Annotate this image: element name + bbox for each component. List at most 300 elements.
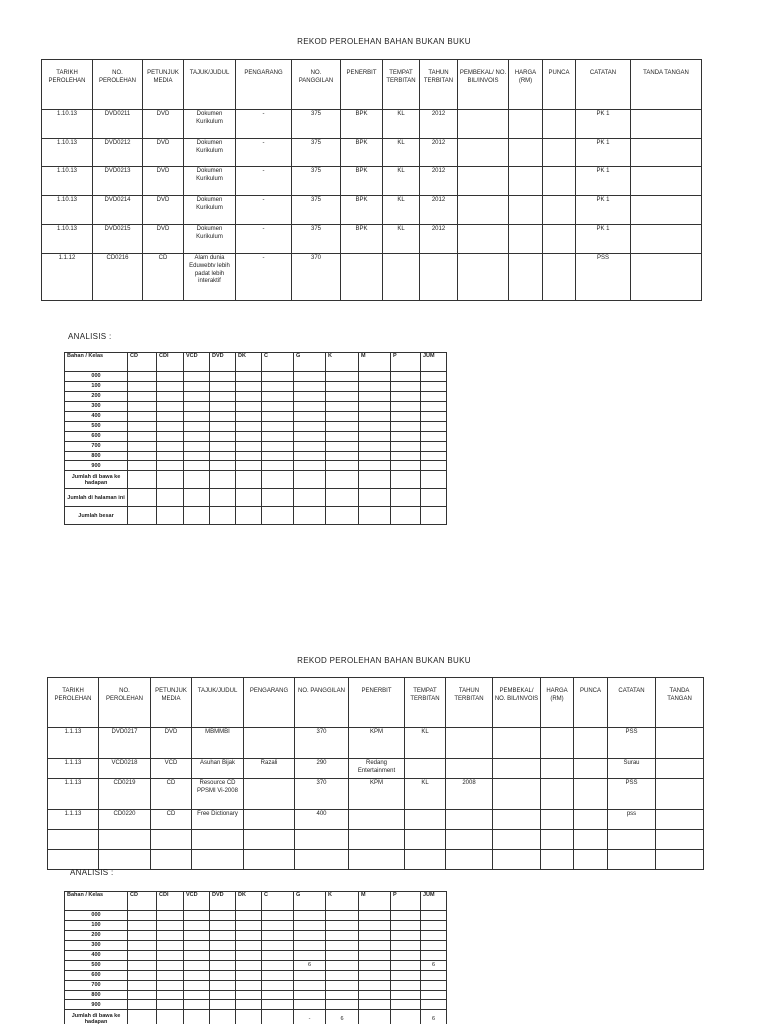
analysis-cell: [421, 920, 447, 930]
analysis-cell: [359, 920, 391, 930]
analysis-cell: [391, 441, 421, 451]
analysis-cell: [359, 950, 391, 960]
analysis-cell: [421, 1000, 447, 1010]
table-cell: Surau: [608, 759, 656, 779]
analysis-cell: [421, 911, 447, 921]
analysis-cell: [157, 431, 184, 441]
analysis-cell: [128, 950, 157, 960]
analysis-cell: [294, 411, 326, 421]
table-cell: [493, 810, 541, 830]
table-cell: 375: [292, 196, 341, 225]
analysis-row-label: 700: [65, 441, 128, 451]
analysis-cell: [294, 1000, 326, 1010]
analysis-cell: [359, 441, 391, 451]
analysis-cell: [391, 1010, 421, 1024]
analysis-cell: [128, 960, 157, 970]
table-cell: [458, 196, 509, 225]
column-header: CATATAN: [576, 60, 631, 110]
table-cell: CD: [151, 779, 192, 810]
analysis-row-label: Jumlah besar: [65, 507, 128, 525]
column-header: TAHUN TERBITAN: [420, 60, 458, 110]
table-cell: KL: [405, 779, 446, 810]
analysis-cell: [359, 930, 391, 940]
table-cell: [458, 225, 509, 254]
analysis-row-label: 700: [65, 980, 128, 990]
table-row: [48, 850, 704, 870]
table-cell: 375: [292, 110, 341, 139]
table-cell: KL: [383, 139, 420, 167]
analysis-cell: [210, 990, 236, 1000]
analysis-cell: [391, 411, 421, 421]
analysis-cell: [391, 990, 421, 1000]
analysis-cell: [359, 372, 391, 382]
analysis-row-label: 400: [65, 950, 128, 960]
analysis-cell: [210, 970, 236, 980]
analysis-cell: [391, 489, 421, 507]
column-header: TEMPAT TERBITAN: [405, 678, 446, 728]
analysis-cell: [184, 411, 210, 421]
table-cell: [405, 759, 446, 779]
table-cell: DVD0211: [93, 110, 143, 139]
table-cell: [631, 254, 702, 301]
analysis-column-header: Bahan / Kelas: [65, 353, 128, 372]
analysis-cell: [236, 372, 262, 382]
analysis-cell: [262, 980, 294, 990]
analysis-row-label: 800: [65, 990, 128, 1000]
table-cell: 2012: [420, 139, 458, 167]
table-cell: MBMMBI: [192, 728, 244, 759]
analysis-cell: [262, 970, 294, 980]
column-header: PEMBEKAL/ NO. BIL/INVOIS: [458, 60, 509, 110]
table-cell: [405, 850, 446, 870]
analysis-cell: [184, 507, 210, 525]
column-header: NO. PANGGILAN: [295, 678, 349, 728]
table-cell: [493, 779, 541, 810]
table-cell: [244, 728, 295, 759]
table-cell: PSS: [608, 728, 656, 759]
analysis-row: [65, 441, 447, 451]
analysis-cell: [262, 391, 294, 401]
analysis-cell: [326, 489, 359, 507]
table-cell: [295, 830, 349, 850]
analysis-cell: [262, 1010, 294, 1024]
analysis-cell: [326, 940, 359, 950]
table-cell: VCD0218: [99, 759, 151, 779]
table-cell: Dokumen Kurikulum: [184, 110, 236, 139]
analysis-cell: [184, 970, 210, 980]
analysis-cell: [421, 471, 447, 489]
table-cell: [420, 254, 458, 301]
analysis-cell: [236, 421, 262, 431]
analysis-column-header: CD: [128, 892, 157, 911]
analysis-cell: [262, 381, 294, 391]
analysis-cell: [210, 911, 236, 921]
analysis-cell: [210, 372, 236, 382]
table-cell: [543, 139, 576, 167]
analysis-cell: [210, 920, 236, 930]
analysis-column-header: CDI: [157, 892, 184, 911]
analysis-cell: [210, 489, 236, 507]
analysis-cell: 6: [421, 960, 447, 970]
analysis-row: [65, 372, 447, 382]
table-cell: PSS: [576, 254, 631, 301]
table-cell: [574, 850, 608, 870]
table-cell: [543, 110, 576, 139]
analysis-cell: [262, 930, 294, 940]
table-cell: PSS: [608, 779, 656, 810]
column-header: HARGA (RM): [509, 60, 543, 110]
analysis-cell: [326, 391, 359, 401]
analysis-cell: [184, 1000, 210, 1010]
table-cell: 2012: [420, 167, 458, 196]
analysis-cell: [294, 930, 326, 940]
analysis-row-label: 500: [65, 960, 128, 970]
table-cell: BPK: [341, 225, 383, 254]
column-header: PUNCA: [574, 678, 608, 728]
analysis-row: [65, 471, 447, 489]
analysis-header-row: [65, 892, 447, 911]
table-cell: KL: [383, 225, 420, 254]
analysis-row-label: 100: [65, 920, 128, 930]
analysis-cell: [157, 911, 184, 921]
analysis-cell: [421, 930, 447, 940]
analysis-cell: [184, 920, 210, 930]
table-cell: [458, 110, 509, 139]
analysis-cell: [359, 401, 391, 411]
table-cell: [493, 830, 541, 850]
analysis-cell: [262, 990, 294, 1000]
table-cell: 375: [292, 139, 341, 167]
analysis-cell: [391, 930, 421, 940]
analysis-cell: [326, 970, 359, 980]
analysis-cell: [359, 1010, 391, 1024]
table-cell: [541, 830, 574, 850]
analysis-cell: [326, 421, 359, 431]
column-header: PETUNJUK MEDIA: [143, 60, 184, 110]
analysis-cell: [391, 451, 421, 461]
analysis-cell: [157, 1010, 184, 1024]
analysis-cell: [391, 507, 421, 525]
analysis-cell: [210, 980, 236, 990]
analysis-cell: [294, 489, 326, 507]
table-cell: 2012: [420, 196, 458, 225]
analysis-row: [65, 1000, 447, 1010]
analysis-cell: [421, 489, 447, 507]
table-cell: DVD: [143, 139, 184, 167]
analysis-cell: [326, 950, 359, 960]
table-cell: CD0220: [99, 810, 151, 830]
table-cell: PK 1: [576, 167, 631, 196]
analysis-cell: [157, 950, 184, 960]
analysis-row: [65, 451, 447, 461]
analysis-cell: [210, 461, 236, 471]
analysis-row: [65, 980, 447, 990]
analysis-cell: [157, 990, 184, 1000]
analysis-cell: [157, 930, 184, 940]
table-cell: [574, 759, 608, 779]
analysis-cell: [359, 980, 391, 990]
analysis-row: [65, 970, 447, 980]
analysis-row-label: 000: [65, 911, 128, 921]
table-cell: [446, 830, 493, 850]
analysis-cell: [421, 507, 447, 525]
table-cell: [631, 139, 702, 167]
analysis-cell: [391, 372, 421, 382]
analysis-column-header: VCD: [184, 892, 210, 911]
analysis-cell: [157, 461, 184, 471]
analysis-cell: [184, 441, 210, 451]
table-cell: -: [236, 167, 292, 196]
table-cell: Dokumen Kurikulum: [184, 139, 236, 167]
analysis-cell: [421, 461, 447, 471]
analysis-column-header: DVD: [210, 892, 236, 911]
analysis-cell: [157, 471, 184, 489]
column-header: PETUNJUK MEDIA: [151, 678, 192, 728]
analysis-cell: [128, 920, 157, 930]
analysis-cell: [157, 970, 184, 980]
table-cell: [656, 850, 704, 870]
analysis-cell: [210, 507, 236, 525]
page-1-analysis-label: ANALISIS :: [68, 332, 112, 341]
analysis-cell: [128, 489, 157, 507]
analysis-cell: [326, 960, 359, 970]
analysis-cell: [262, 960, 294, 970]
analysis-row-label: 300: [65, 401, 128, 411]
analysis-cell: [128, 401, 157, 411]
analysis-cell: [128, 930, 157, 940]
table-cell: PK 1: [576, 110, 631, 139]
table-cell: 1.10.13: [42, 225, 93, 254]
table-cell: PK 1: [576, 139, 631, 167]
analysis-row: [65, 911, 447, 921]
analysis-row: [65, 950, 447, 960]
analysis-cell: 6: [294, 960, 326, 970]
table-cell: [493, 850, 541, 870]
analysis-cell: [236, 950, 262, 960]
table-cell: 2012: [420, 110, 458, 139]
analysis-cell: [128, 471, 157, 489]
table-cell: [151, 850, 192, 870]
analysis-cell: [157, 381, 184, 391]
table-cell: BPK: [341, 139, 383, 167]
analysis-cell: [391, 980, 421, 990]
table-cell: [446, 810, 493, 830]
column-header: NO. PEROLEHAN: [93, 60, 143, 110]
analysis-cell: [326, 990, 359, 1000]
table-cell: Redang Entertainment: [349, 759, 405, 779]
table-cell: [48, 850, 99, 870]
table-cell: 370: [295, 728, 349, 759]
column-header: TANDA TANGAN: [656, 678, 704, 728]
table-cell: [574, 830, 608, 850]
analysis-cell: [359, 411, 391, 421]
analysis-row-label: Jumlah di bawa ke hadapan: [65, 471, 128, 489]
analysis-cell: [359, 970, 391, 980]
analysis-cell: [128, 1000, 157, 1010]
analysis-column-header: CDI: [157, 353, 184, 372]
analysis-cell: [210, 421, 236, 431]
analysis-cell: [236, 411, 262, 421]
analysis-cell: [326, 431, 359, 441]
table-cell: DVD: [143, 225, 184, 254]
page-2-analysis-label: ANALISIS :: [70, 868, 114, 877]
analysis-cell: [262, 471, 294, 489]
table-cell: [192, 850, 244, 870]
analysis-cell: [391, 950, 421, 960]
table-cell: [509, 225, 543, 254]
table-cell: KPM: [349, 779, 405, 810]
analysis-cell: [391, 920, 421, 930]
analysis-cell: [184, 911, 210, 921]
analysis-cell: [359, 489, 391, 507]
analysis-cell: [128, 970, 157, 980]
analysis-cell: [236, 489, 262, 507]
analysis-cell: [294, 372, 326, 382]
column-header: PENERBIT: [349, 678, 405, 728]
analysis-cell: [184, 451, 210, 461]
table-cell: [541, 779, 574, 810]
analysis-cell: [262, 431, 294, 441]
analysis-row: [65, 990, 447, 1000]
analysis-row-label: 100: [65, 381, 128, 391]
analysis-cell: [210, 950, 236, 960]
analysis-cell: [326, 930, 359, 940]
analysis-cell: [128, 1010, 157, 1024]
analysis-cell: [391, 431, 421, 441]
table-cell: [349, 830, 405, 850]
analysis-row-label: 900: [65, 461, 128, 471]
analysis-row-label: 900: [65, 1000, 128, 1010]
table-cell: pss: [608, 810, 656, 830]
analysis-cell: [157, 980, 184, 990]
analysis-column-header: P: [391, 892, 421, 911]
analysis-column-header: M: [359, 353, 391, 372]
analysis-cell: [326, 461, 359, 471]
table-cell: [656, 779, 704, 810]
analysis-cell: [128, 441, 157, 451]
table-cell: [244, 779, 295, 810]
analysis-cell: [294, 461, 326, 471]
table-cell: [656, 810, 704, 830]
analysis-cell: 6: [421, 1010, 447, 1024]
page-2-analysis-table: [64, 891, 447, 1024]
analysis-cell: [184, 391, 210, 401]
table-cell: 1.10.13: [42, 110, 93, 139]
analysis-row-label: 200: [65, 391, 128, 401]
analysis-cell: [262, 940, 294, 950]
column-header: PENGARANG: [236, 60, 292, 110]
analysis-cell: [157, 489, 184, 507]
analysis-cell: [326, 451, 359, 461]
table-cell: 2012: [420, 225, 458, 254]
table-cell: 375: [292, 225, 341, 254]
table-cell: [509, 167, 543, 196]
table-cell: 370: [292, 254, 341, 301]
analysis-cell: [359, 421, 391, 431]
analysis-cell: [157, 391, 184, 401]
analysis-cell: [184, 421, 210, 431]
analysis-cell: [184, 461, 210, 471]
analysis-cell: [421, 970, 447, 980]
analysis-cell: [184, 471, 210, 489]
analysis-cell: [359, 507, 391, 525]
analysis-cell: [128, 421, 157, 431]
table-cell: [244, 830, 295, 850]
table-cell: [543, 167, 576, 196]
table-cell: [405, 830, 446, 850]
analysis-row: [65, 489, 447, 507]
table-cell: [458, 254, 509, 301]
table-cell: DVD: [143, 167, 184, 196]
analysis-cell: [294, 471, 326, 489]
table-cell: DVD0214: [93, 196, 143, 225]
analysis-cell: [359, 960, 391, 970]
table-cell: [446, 850, 493, 870]
column-header: NO. PANGGILAN: [292, 60, 341, 110]
analysis-cell: [421, 411, 447, 421]
analysis-cell: [128, 940, 157, 950]
analysis-cell: [128, 507, 157, 525]
table-cell: [631, 110, 702, 139]
table-cell: DVD: [143, 110, 184, 139]
table-cell: [543, 225, 576, 254]
analysis-cell: [262, 911, 294, 921]
analysis-cell: [210, 431, 236, 441]
analysis-cell: [157, 441, 184, 451]
table-cell: [192, 830, 244, 850]
analysis-row-label: 200: [65, 930, 128, 940]
analysis-cell: [421, 391, 447, 401]
table-cell: 1.1.13: [48, 779, 99, 810]
analysis-column-header: DK: [236, 353, 262, 372]
analysis-cell: [326, 381, 359, 391]
analysis-cell: [157, 411, 184, 421]
analysis-cell: [262, 411, 294, 421]
analysis-cell: [210, 1000, 236, 1010]
analysis-cell: [421, 441, 447, 451]
analysis-row: [65, 381, 447, 391]
analysis-cell: [359, 940, 391, 950]
analysis-cell: [210, 451, 236, 461]
analysis-cell: [236, 451, 262, 461]
column-header: PUNCA: [543, 60, 576, 110]
table-cell: [541, 759, 574, 779]
page-2-title: REKOD PEROLEHAN BAHAN BUKAN BUKU: [297, 656, 471, 665]
table-cell: Alam dunia Eduwebtv lebih padat lebih interaktif: [184, 254, 236, 301]
table-cell: [541, 728, 574, 759]
analysis-cell: [294, 401, 326, 411]
analysis-cell: [262, 1000, 294, 1010]
analysis-cell: [294, 421, 326, 431]
analysis-cell: [236, 391, 262, 401]
analysis-cell: [236, 381, 262, 391]
analysis-cell: [294, 431, 326, 441]
table-cell: [574, 810, 608, 830]
table-cell: -: [236, 254, 292, 301]
table-cell: [608, 830, 656, 850]
table-cell: 1.10.13: [42, 139, 93, 167]
analysis-cell: [236, 431, 262, 441]
analysis-cell: [236, 940, 262, 950]
table-cell: [295, 850, 349, 870]
table-cell: [509, 139, 543, 167]
analysis-cell: [359, 461, 391, 471]
table-row: [42, 167, 702, 196]
analysis-cell: [294, 911, 326, 921]
column-header: TAJUK/JUDUL: [192, 678, 244, 728]
table-cell: 1.1.13: [48, 810, 99, 830]
table-cell: Razali: [244, 759, 295, 779]
